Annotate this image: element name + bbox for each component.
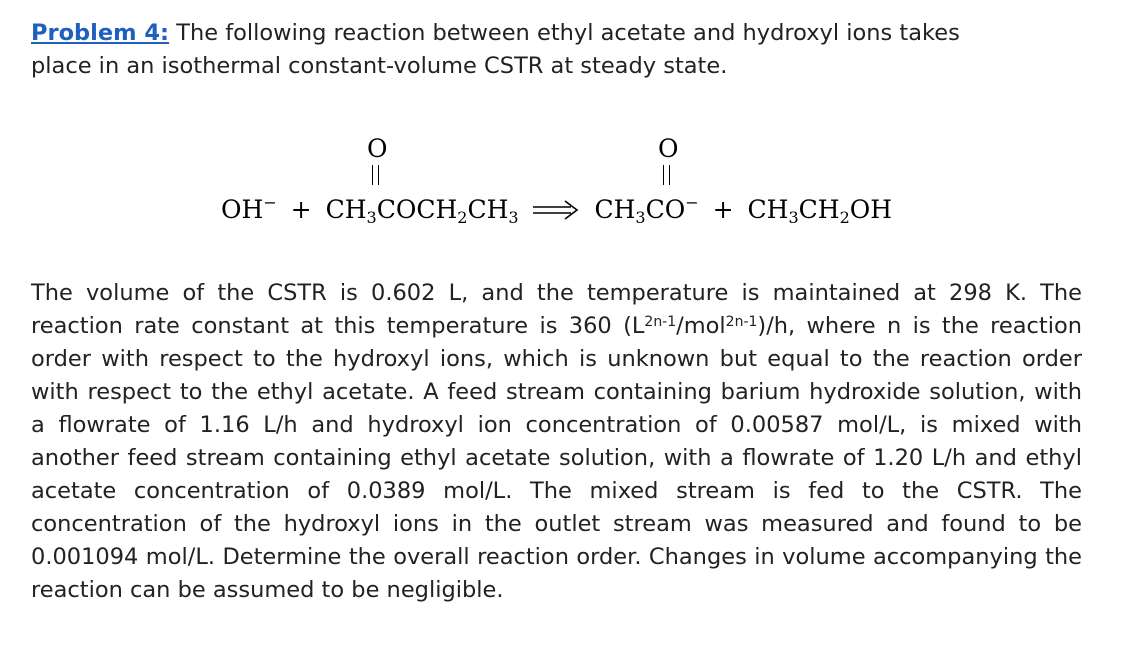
problem-intro	[31, 17, 1082, 83]
exponent-numerator: 2n-1	[644, 314, 677, 330]
hydroxide-ion: OH−	[221, 193, 277, 224]
product-carbonyl-oxygen: O	[658, 134, 679, 163]
reactant-double-bond	[372, 165, 379, 185]
plus-sign: +	[712, 195, 734, 224]
product-double-bond	[663, 165, 670, 185]
body-text-part1: The volume of the CSTR is 0.602 L, and the temperature is maintained at 298 K. The reaction rate constant at this temperature is 360 (L	[31, 280, 1082, 339]
body-text-part3: )/h, where n is the reaction order with respect to the hydroxyl ions, which is unknown but equal to the reaction order with respect to the ethyl acetate. A feed stream containing barium hydroxide solution, with a flowrate of 1.16 L/h and hydroxyl ion concentration of 0.00587 mol/L, is mixed with another feed stream containing ethyl acetate solution, with a flowrate of 1.20 L/h and ethyl acetate concentration of 0.0389 mol/L. The mixed stream is fed to the CSTR. The concentration of the hydroxyl ions in the outlet stream was measured and found to be 0.001094 mol/L. Determine the overall reaction order. Changes in volume accompanying the reaction can be assumed to be negligible.	[31, 313, 1082, 603]
problem-body	[31, 277, 1082, 607]
reaction-equation	[221, 130, 921, 240]
ethanol: $CH_3CH_2OH$	[747, 195, 893, 227]
problem-label: Problem 4:	[31, 20, 170, 46]
exponent-denominator: 2n-1	[725, 314, 758, 330]
double-arrow-icon	[531, 198, 581, 222]
reactant-carbonyl-oxygen: O	[367, 134, 388, 163]
intro-text-line2: place in an isothermal constant-volume CSTR at steady state.	[31, 53, 728, 79]
body-text-part2: /mol	[676, 313, 726, 339]
acetate-ion: $CH_3CO^-$	[594, 193, 699, 227]
ethyl-acetate: $CH_3COCH_2CH_3$	[325, 195, 519, 227]
intro-text-line1: The following reaction between ethyl acetate and hydroxyl ions takes	[169, 20, 960, 46]
plus-sign: +	[290, 195, 312, 224]
